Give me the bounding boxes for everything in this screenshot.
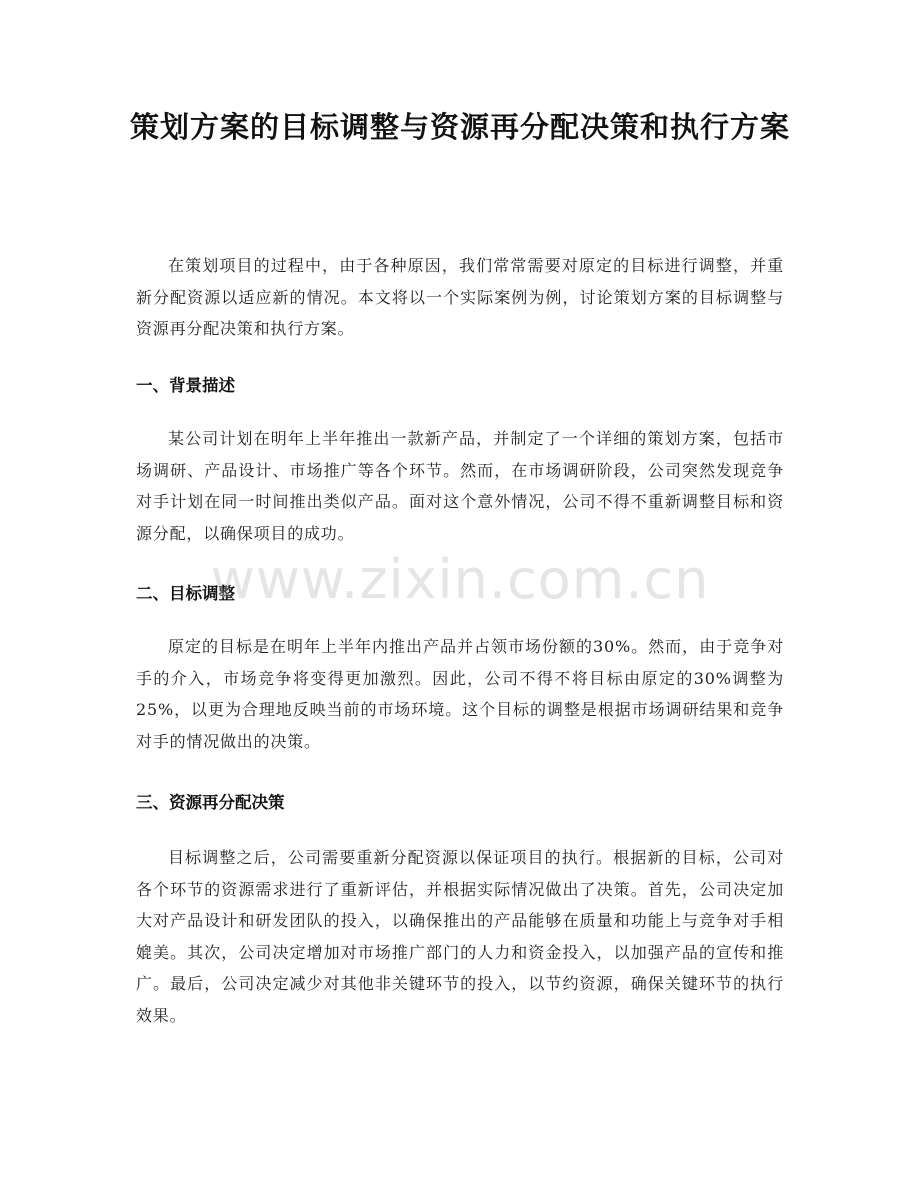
section-body-resource-reallocation: 目标调整之后，公司需要重新分配资源以保证项目的执行。根据新的目标，公司对各个环节的资源需求进行了重新评估，并根据实际情况做出了决策。首先，公司决定加大对产品设计和研发团队的投入，以确保推出的产品能够在质量和功能上与竞争对手相媲美。其次，公司决定增加对市场推广部门的人力和资金投入，以加强产品的宣传和推广。最后，公司决定减少对其他非关键环节的投入，以节约资源，确保关键环节的执行效果。 (136, 848, 784, 1025)
section-body-goal-adjustment: 原定的目标是在明年上半年内推出产品并占领市场份额的30%。然而，由于竞争对手的介入，市场竞争将变得更加激烈。因此，公司不得不将目标由原定的30%调整为25%，以更为合理地反映当前的市场环境。这个目标的调整是根据市场调研结果和竞争对手的情况做出的决策。 (136, 637, 784, 751)
document-title: 策划方案的目标调整与资源再分配决策和执行方案 (129, 110, 790, 144)
section-body-background: 某公司计划在明年上半年推出一款新产品，并制定了一个详细的策划方案，包括市场调研、产品设计、市场推广等各个环节。然而，在市场调研阶段，公司突然发现竞争对手计划在同一时间推出类似产品。面对这个意外情况，公司不得不重新调整目标和资源分配，以确保项目的成功。 (136, 429, 784, 543)
section-heading-background: 一、背景描述 (136, 376, 235, 395)
intro-paragraph: 在策划项目的过程中，由于各种原因，我们常常需要对原定的目标进行调整，并重新分配资源以适应新的情况。本文将以一个实际案例为例，讨论策划方案的目标调整与资源再分配决策和执行方案。 (136, 256, 784, 338)
section-heading-goal-adjustment: 二、目标调整 (136, 584, 235, 603)
section-heading-resource-reallocation: 三、资源再分配决策 (136, 793, 285, 812)
watermark: www.zixin.com.cn (210, 548, 710, 611)
